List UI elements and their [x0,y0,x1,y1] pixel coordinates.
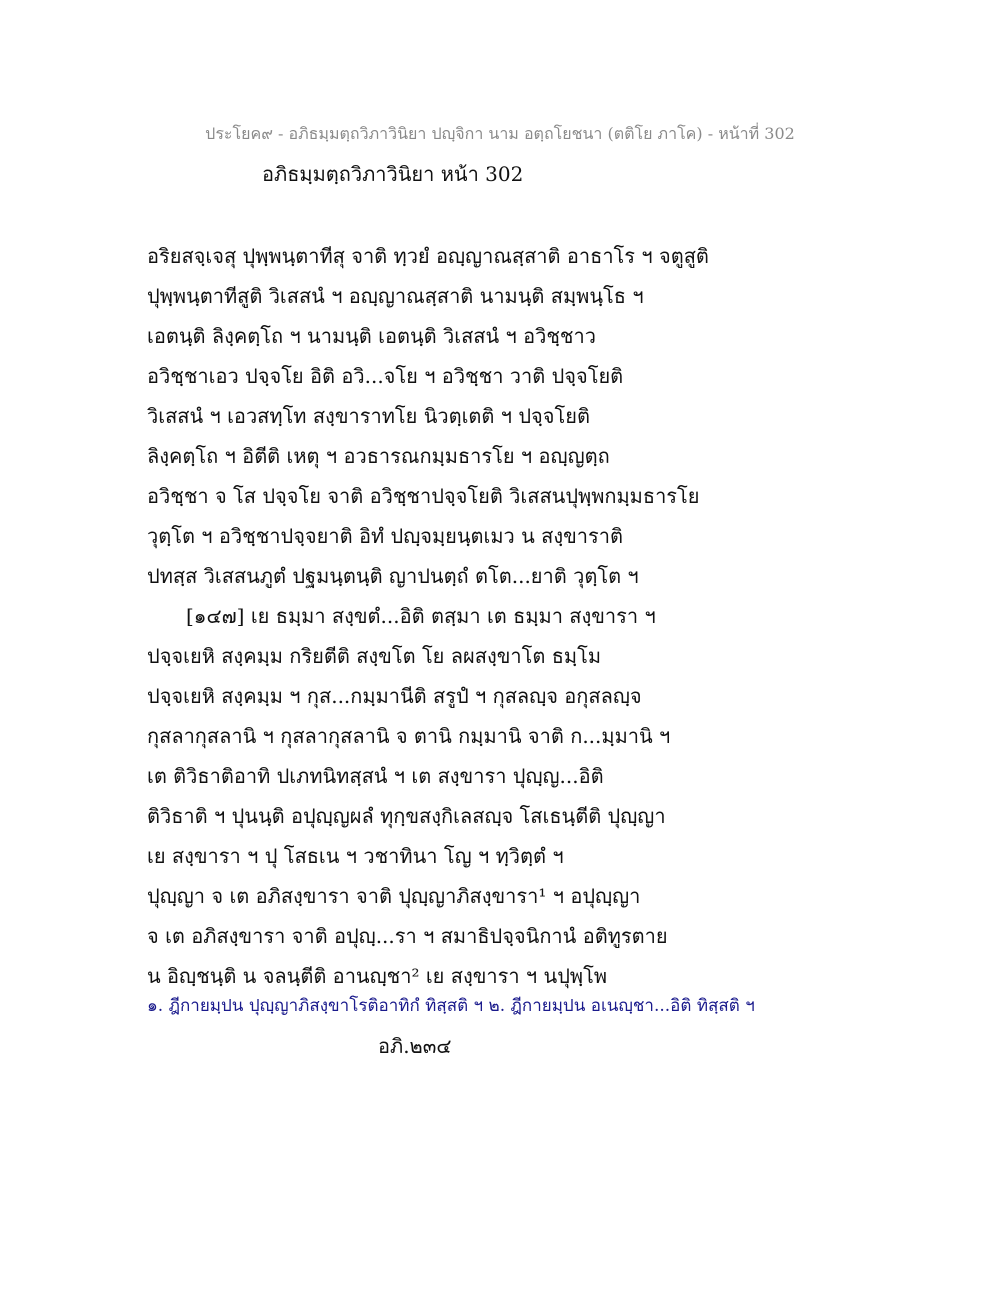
body-line: ลิงฺคตฺโถ ฯ อิตีติ เหตุ ฯ อวธารณกมฺมธารโย ฯ อญฺญตฺถ [147,444,610,468]
body-line: อวิชฺชาเอว ปจฺจโย อิติ อวิ...จโย ฯ อวิชฺชา วาติ ปจฺจโยติ [147,364,624,388]
paragraph-start-line: [๑๔๗] เย ธมฺมา สงฺขตํ...อิติ ตสฺมา เต ธมฺมา สงฺขารา ฯ [186,604,656,628]
running-header: ประโยค๙ - อภิธมฺมตฺถวิภาวินิยา ปญฺจิกา นาม อตฺถโยชนา (ตติโย ภาโค) - หน้าที่ 302 [205,124,795,143]
body-line: ปุพฺพนฺตาทีสูติ วิเสสนํ ฯ อญฺญาณสฺสาติ นามนฺติ สมฺพนฺโธ ฯ [147,284,644,308]
body-line: กุสลากุสลานิ ฯ กุสลากุสลานิ จ ตานิ กมฺมานิ จาติ ก...มฺมานิ ฯ [147,724,671,748]
body-line: วุตฺโต ฯ อวิชฺชาปจฺจยาติ อิทํ ปญฺจมฺยนฺตเมว น สงฺขาราติ [147,524,623,548]
body-line: อวิชฺชา จ โส ปจฺจโย จาติ อวิชฺชาปจฺจโยติ วิเสสนปุพฺพกมฺมธารโย [147,484,700,508]
body-line: วิเสสนํ ฯ เอวสทฺโท สงฺขาราทโย นิวตฺเตติ ฯ ปจฺจโยติ [147,404,590,428]
body-line: ปจฺจเยหิ สงฺคมฺม ฯ กุส...กมฺมานีติ สรูปํ ฯ กุสลญฺจ อกุสลญฺจ [147,684,642,708]
body-line: ติวิธาติ ฯ ปุนนฺติ อปุญฺญผลํ ทุกฺขสงฺกิเลสญฺจ โสเธนฺตีติ ปุญฺญา [147,804,666,828]
body-line: อริยสจฺเจสุ ปุพฺพนฺตาทีสุ จาติ ทฺวยํ อญฺญาณสฺสาติ อาธาโร ฯ จตูสูติ [147,244,709,268]
body-line: ปุญฺญา จ เต อภิสงฺขารา จาติ ปุญฺญาภิสงฺขารา¹ ฯ อปุญฺญา [147,884,641,908]
page-title: อภิธมฺมตฺถวิภาวินิยา หน้า 302 [262,162,524,186]
body-line: ปทสฺส วิเสสนภูตํ ปฐมนฺตนฺติ ญาปนตฺถํ ตโต...ยาติ วุตฺโต ฯ [147,564,639,588]
body-line: เอตนฺติ ลิงฺคตฺโถ ฯ นามนฺติ เอตนฺติ วิเสสนํ ฯ อวิชฺชาว [147,324,596,348]
body-line: เต ติวิธาติอาทิ ปเภทนิทสฺสนํ ฯ เต สงฺขารา ปุญฺญ...อิติ [147,764,604,788]
body-line: น อิญฺชนฺติ น จลนฺตีติ อานญฺชา² เย สงฺขารา ฯ นปุพฺโพ [147,964,607,988]
body-line: เย สงฺขารา ฯ ปุ โสธเน ฯ วชาทินา โญ ฯ ทฺวิตฺตํ ฯ [147,844,564,868]
footnote: ๑. ฎีกายมฺปน ปุญฺญาภิสงฺขาโรติอาทิกํ ทิสฺสติ ฯ ๒. ฎีกายมฺปน อเนญฺชา...อิติ ทิสฺสติ ฯ [147,996,755,1016]
body-line: ปจฺจเยหิ สงฺคมฺม กริยตีติ สงฺขโต โย ลผสงฺขาโต ธมฺโม [147,644,602,668]
page-reference: อภิ.๒๓๔ [378,1034,452,1058]
body-line: จ เต อภิสงฺขารา จาติ อปุญฺ...รา ฯ สมาธิปจฺจนิกานํ อติทูรตาย [147,924,668,948]
body-text [147,236,947,996]
